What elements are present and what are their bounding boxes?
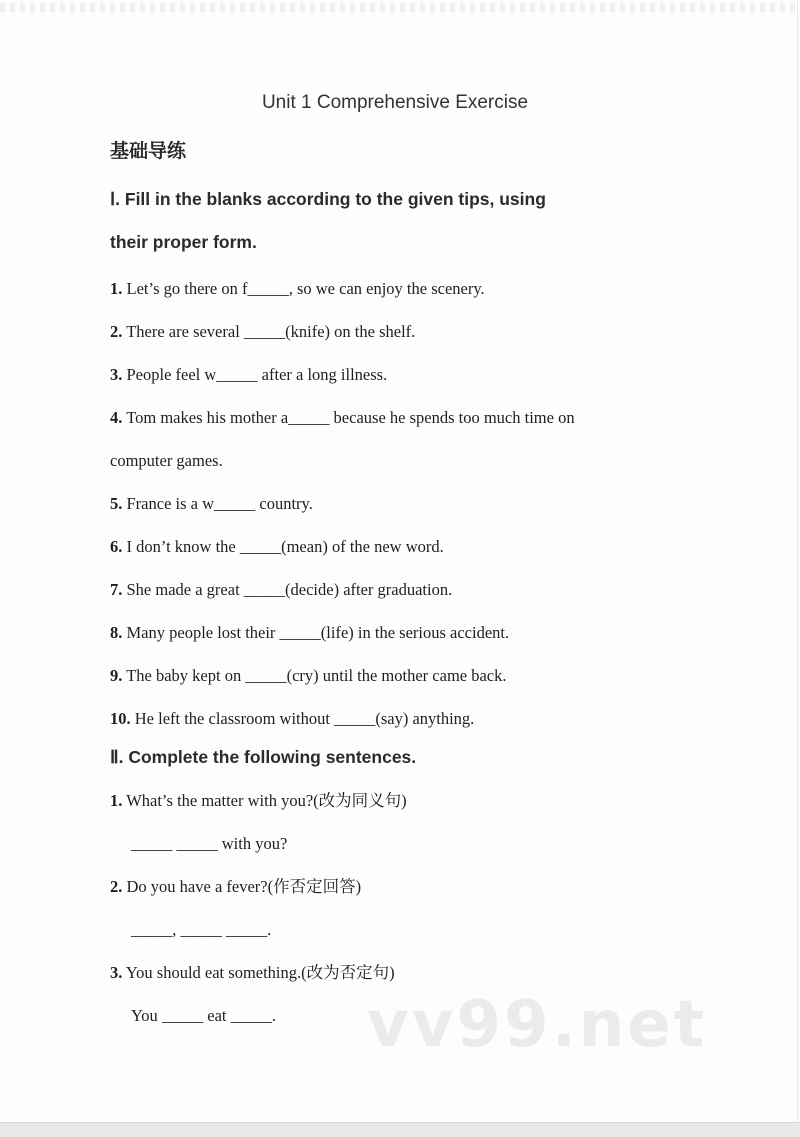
- question-item-6: 6. I don’t know the _____(mean) of the new word.: [110, 537, 444, 556]
- answer-blank-line-1: _____ _____ with you?: [131, 834, 288, 853]
- section-1-header-line2: their proper form.: [110, 232, 257, 252]
- question-item-2: 2. There are several _____(knife) on the shelf.: [110, 322, 416, 341]
- sentence-item-2: 2. Do you have a fever?(作否定回答) _____, _____ _____.: [110, 865, 630, 951]
- section-1-header: [110, 178, 650, 264]
- section-2-header-line: Ⅱ. Complete the following sentences.: [110, 747, 417, 767]
- watermark-vv99net: vv99.net: [367, 988, 708, 1062]
- question-item-7: 7. She made a great _____(decide) after graduation.: [110, 580, 453, 599]
- section-1-header-line1: Ⅰ. Fill in the blanks according to the given tips, using: [110, 189, 546, 209]
- question-item-8: 8. Many people lost their _____(life) in the serious accident.: [110, 623, 510, 642]
- question-item-10: 10. He left the classroom without _____(say) anything.: [110, 709, 475, 728]
- scan-perforation-dashes: [0, 3, 800, 12]
- page-edge-line: [797, 0, 798, 1122]
- sentence-item-3: 3. You should eat something.(改为否定句) You _____ eat _____.: [110, 951, 630, 1037]
- answer-blank-line-2: _____, _____ _____.: [131, 920, 272, 939]
- section-1-questions: [110, 267, 630, 740]
- page-title: Unit 1 Comprehensive Exercise: [261, 92, 529, 113]
- question-item-4: 4. Tom makes his mother a_____ because he spends too much time on computer games.: [110, 408, 575, 470]
- answer-blank-line-3: You _____ eat _____.: [131, 1006, 276, 1025]
- bottom-gray-bar: [0, 1122, 800, 1137]
- question-item-3: 3. People feel w_____ after a long illness.: [110, 365, 388, 384]
- section-2-header: [110, 736, 650, 779]
- heading-basic-practice-cn: 基础导练: [110, 141, 187, 162]
- sentence-item-1: 1. What’s the matter with you?(改为同义句) _____ _____ with you?: [110, 779, 630, 865]
- question-item-5: 5. France is a w_____ country.: [110, 494, 313, 513]
- question-item-9: 9. The baby kept on _____(cry) until the mother came back.: [110, 666, 507, 685]
- question-item-1: 1. Let’s go there on f_____, so we can enjoy the scenery.: [110, 279, 485, 298]
